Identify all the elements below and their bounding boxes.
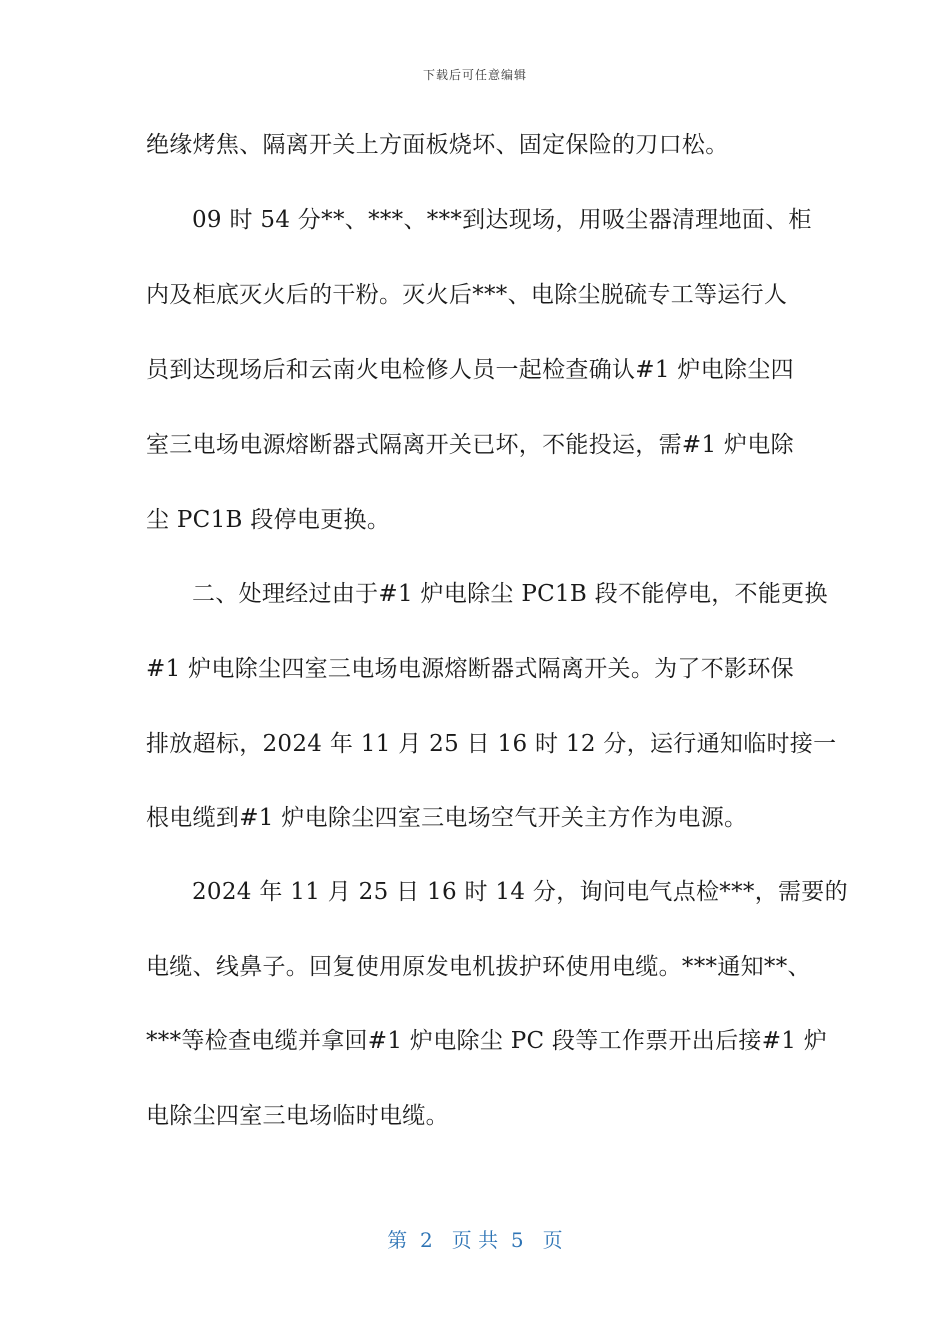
page-header: 下载后可任意编辑 (422, 68, 527, 82)
text-line: 电除尘四室三电场临时电缆。 (146, 1103, 449, 1129)
text-line: 室三电场电源熔断器式隔离开关已坏，不能投运，需#1 炉电除 (146, 432, 794, 458)
text-line: 排放超标，2024 年 11 月 25 日 16 时 12 分，运行通知临时接一 (146, 731, 837, 757)
text-line: 电缆、线鼻子。回复使用原发电机拔护环使用电缆。***通知**、 (146, 954, 811, 980)
text-line: 二、处理经过由于#1 炉电除尘 PC1B 段不能停电，不能更换 (192, 581, 828, 607)
page-number-footer: 第 2 页 共 5 页 (387, 1228, 563, 1252)
text-line: 内及柜底灭火后的干粉。灭火后***、电除尘脱硫专工等运行人 (146, 282, 788, 308)
text-line: 尘 PC1B 段停电更换。 (146, 507, 391, 533)
text-line: 09 时 54 分**、***、***到达现场，用吸尘器清理地面、柜 (192, 207, 812, 233)
text-line: 2024 年 11 月 25 日 16 时 14 分，询问电气点检***，需要的 (192, 879, 848, 905)
text-line: 员到达现场后和云南火电检修人员一起检查确认#1 炉电除尘四 (146, 357, 794, 383)
text-line: #1 炉电除尘四室三电场电源熔断器式隔离开关。为了不影环保 (146, 656, 794, 682)
text-line: ***等检查电缆并拿回#1 炉电除尘 PC 段等工作票开出后接#1 炉 (146, 1028, 828, 1054)
text-line: 根电缆到#1 炉电除尘四室三电场空气开关主方作为电源。 (146, 805, 748, 831)
text-line: 绝缘烤焦、隔离开关上方面板烧坏、固定保险的刀口松。 (146, 132, 729, 158)
